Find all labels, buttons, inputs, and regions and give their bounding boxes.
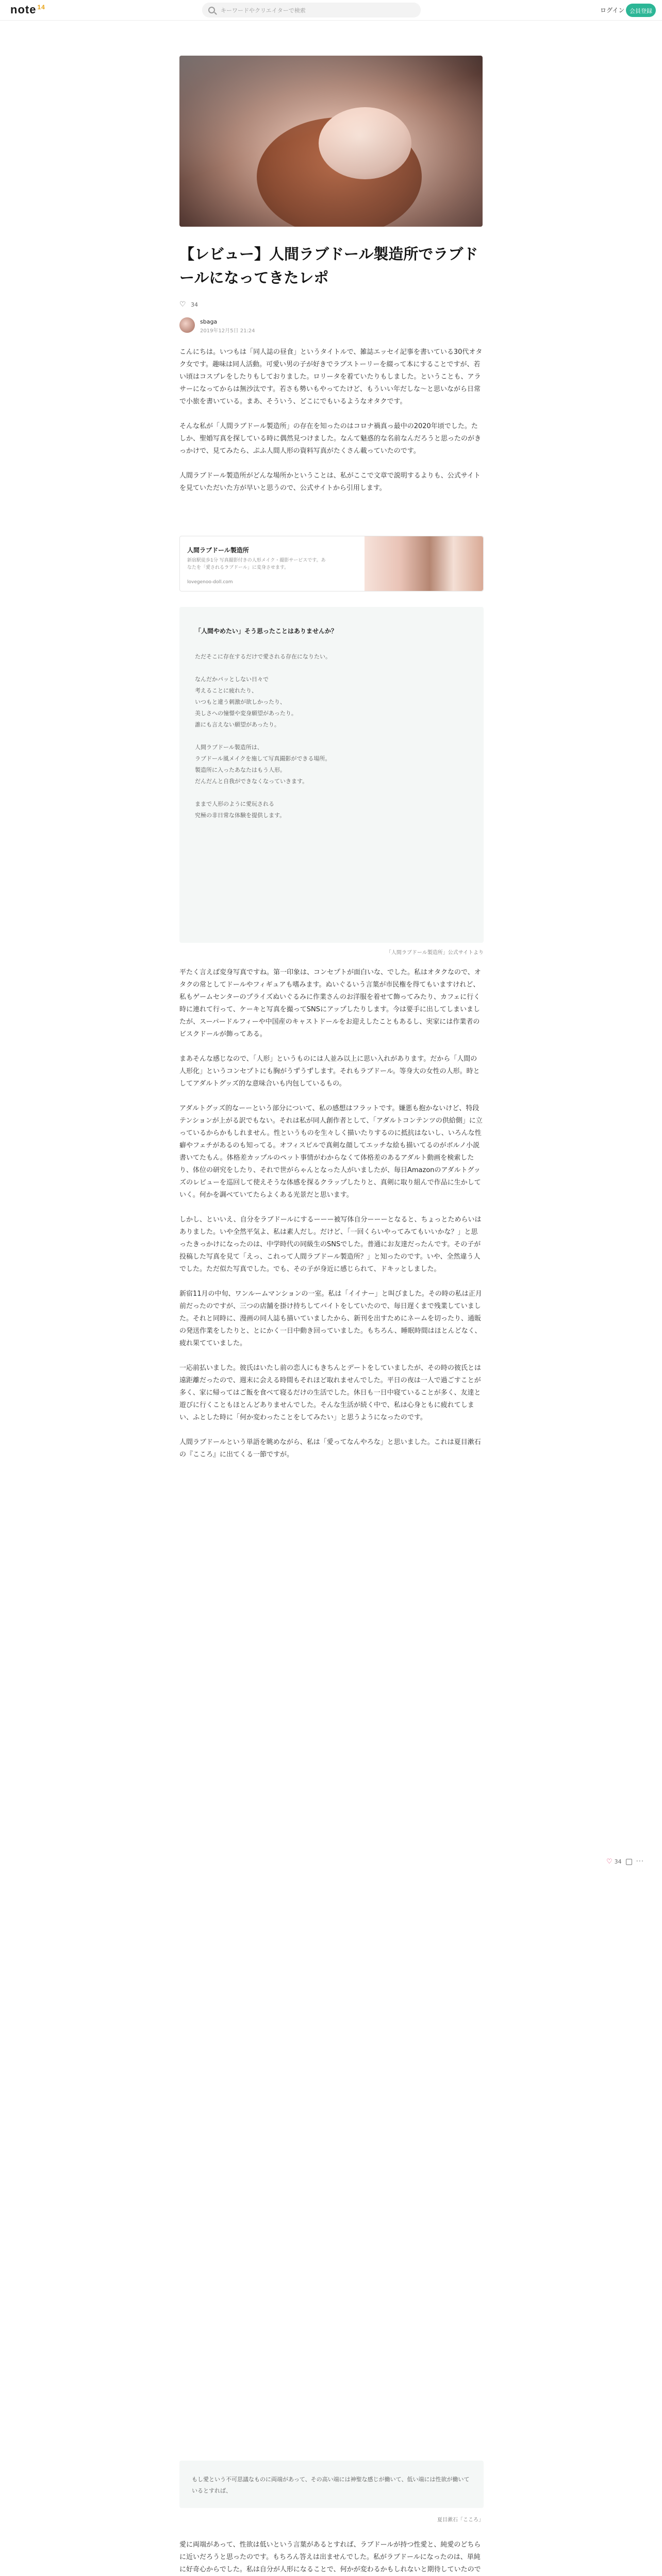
link-card[interactable]: [179, 536, 484, 591]
logo-suffix: 14: [37, 3, 45, 11]
quote-line: 考えることに疲れたり、: [195, 687, 257, 694]
site-header: [0, 0, 662, 21]
paragraph: 平たく言えば変身写真ですね。第一印象は、コンセプトが面白いな、でした。私はオタクなので、オタクの常としてドールやフィギュアも嗜みます。ぬいぐるいう言葉が市民権を得てもいますけれど、私もゲームセンターのプライズぬいぐるみに作業さんのお洋服を着せて飾ってみたり、カフェに行く時に連れて行って、ケーキと写真を撮ってSNSにアップしたりします。今は要手に出してしまいましたが、スーパードルフィーや中国産のキャストドールをお迎えしたこともあるし、実家には作業者のビスクドールが飾ってある。: [179, 969, 481, 1038]
paragraph: 愛に両端があって、性欲は低いという言葉があるとすれば、ラブドールが持つ性愛と、純愛のどちらに近いだろうと思ったのです。もちろん答えは出ませんでした。私がラブドールになったのは、単純に好奇心からでした。私は自分が人形になることで、何かが変わるかもしれないと期待していたので: [179, 2541, 481, 2573]
paragraph: 人間ラブドールという単語を眺めながら、私は「愛ってなんやろな」と思いました。これは夏目漱石の『こころ』に出てくる一節ですが。: [179, 1438, 481, 1459]
blockquote-2-text: もし愛という不可思議なものに両端があって、その高い端には神聖な感じが働いて、低い端には性欲が働いているとすれば、: [192, 2476, 470, 2494]
paragraph: まあそんな感じなので、「人形」というものには人並み以上に思い入れがあります。だから「人間の人形化」というコンセプトにも胸がうずうずします。それもラブドール。等身大の女性の人形。時としてアダルトグッズ的な意味合いも内包しているもの。: [179, 1055, 480, 1088]
blockquote: [179, 607, 484, 943]
note-logo[interactable]: [10, 3, 45, 16]
blockquote-caption: 「人間ラブドール製造所」公式サイトより: [386, 950, 484, 956]
paragraph: しかし、といいえ、自分をラブドールにするーーー被写体自分ーーーとなると、ちょっとためらいはありました。いや全然平気よ、私は素人だし。だけど、「一回くらいやってみてもいいかな？」と思ったきっかけになったのは、中学時代の同級生のSNSでした。普通にお友達だったんです。その子が投稿した写真を見て「えっ、これって人間ラブドール製造所？」と知ったのです。いや、全然違う人でした。ただ似た写真でした。でも、その子が身近に感じられて、ドキッとしました。: [179, 1216, 482, 1273]
logo-text: note: [10, 3, 37, 16]
paragraph: 一応前払いました。彼氏はいたし前の恋人にもきちんとデートをしていましたが、その時の彼氏とは遠距離だったので、週末に会える時間もそれほど取れませんでした。平日の夜は一人で過ごすことが多く、家に帰ってはご飯を食べて寝るだけの生活でした。休日も一日中寝ていることが多く、友達と遊びに行くこともほとんどありませんでした。そんな生活が続く中で、私は心身ともに疲れてしまい、ふとした時に「何か変わったことをしてみたい」と思うようになったのです。: [179, 1364, 482, 1421]
heart-icon[interactable]: ♡: [179, 300, 186, 309]
paragraph: 人間ラブドール製造所がどんな場所かということは、私がここで文章で説明するよりも、公式サイトを見ていただいた方が早いと思うので、公式サイトから引用します。: [179, 472, 481, 492]
paragraph: そんな私が「人間ラブドール製造所」の存在を知ったのはコロナ禍真っ最中の2020年頃でした。たしか、聖婚写真を探している時に偶然見つけました。なんて魅惑的な名前なんだろうと思ったのがきっかけで、見てみたら、ぷふ人間人形の資料写真がたくさん載っていたのです。: [179, 422, 482, 455]
quote-line: いつもと違う刺激が欲しかったり、: [195, 699, 286, 705]
hero-veil-overlay: [179, 56, 483, 227]
bookmark-icon[interactable]: [626, 1859, 632, 1865]
quote-line: ラブドール風メイクを施して写真撮影ができる場所。: [195, 755, 331, 762]
login-link[interactable]: ログイン: [600, 7, 625, 14]
author-name[interactable]: sbaga: [200, 318, 218, 325]
quote-line: 究極の非日常な体験を提供します。: [195, 812, 286, 819]
article-body-section-2: [179, 967, 484, 1461]
floating-heart-icon[interactable]: ♡: [606, 1858, 613, 1866]
quote-line: [195, 663, 468, 674]
quote-line: なんだかパッとしない日々で: [195, 676, 269, 683]
blockquote-2-caption: 夏目漱石「こころ」: [437, 2517, 484, 2523]
publish-date: 2019年12月5日 21:24: [200, 328, 255, 334]
quote-line: 製造所に入ったあなたはもう人形。: [195, 767, 286, 773]
search-icon: [208, 7, 215, 13]
like-row: [179, 301, 198, 311]
signup-button[interactable]: 会員登録: [626, 4, 656, 17]
quote-line: 誰にも言えない願望があったり。: [195, 721, 280, 728]
hero-image: [179, 56, 483, 227]
blockquote-2: [179, 2461, 484, 2508]
quote-line: [195, 731, 468, 742]
paragraph: アダルトグッズ的なーーという部分について、私の感想はフラットです。嫌悪も抱かないけど、特段テンションが上がる訳でもない。それは私が同人創作者として、「アダルトコンテンツの供給側」に立っているからかもしれません。性というものを生々しく描いたりするのに抵抗はないし、いろんな性癖やフェチがあるのも知ってる。オフィスピルで真剣な顔してエッチな絵も描いてるのがボルノ小説書いてたもん。体格差カップルのペット事情がわからなくて体格差のあるアダルト動画を検索したり、体位の研究をしたり、それで世がらゃんとなった人がいましたが、毎日Amazonのアダルトグッズのレビューを巡回して使えそうな体感を探るクラップしたりと、真剣に取り組んで作品に生かしていく。何かを調べていてたらよくある光景だと思います。: [179, 1105, 483, 1199]
floating-like-count: 34: [614, 1858, 622, 1865]
floating-actions: [606, 1858, 644, 1868]
blockquote-lines: [195, 651, 468, 821]
article-body-section-1: [179, 346, 484, 507]
link-card-thumbnail: [365, 536, 483, 591]
paragraph: 新宿11月の中旬、ワンルームマンションの一室。私は「イイナー」と叫びました。その時の私は正月前だったのですが、三つの店舗を掛け持ちしてバイトをしていたので、毎日遅くまで残業していました。それと同時に、漫画の同人誌も描いていましたから、新刊を出すためにネームを切ったり、通販の発送作業をしたりと、とにかく一日中動き回っていました。もちろん、睡眠時間はほとんどなく、疲れ果てていました。: [179, 1290, 482, 1347]
link-card-title: 人間ラブドール製造所: [187, 547, 249, 554]
article-body-section-3: [179, 2539, 484, 2576]
quote-line: 人間ラブドール製造所は、: [195, 744, 263, 751]
quote-line: [195, 787, 468, 799]
paragraph: こんにちは。いつもは「同人誌の昼食」というタイトルで、雑誌エッセイ記事を書いている30代オタク女です。趣味は同人活動。可愛い男の子が好きでラブストーリーを綴って本にすることですが、若い頃はコスプレをしたりもしておりました。ロリータを着ていたりもしました。ということも、アラサーになってからは無沙汰です。若さも勢いもやってたけど、もういい年だしな〜と思いながら日常で小旅を書いている。まあ、そういう、どこにでもいるようなオタクです。: [179, 348, 483, 405]
link-card-domain: lovegenoo-doll.com: [187, 580, 233, 585]
search-input[interactable]: [202, 3, 421, 18]
article-title: 【レビュー】人間ラブドール製造所でラブドールになってきたレポ: [179, 245, 478, 286]
search-placeholder: キーワードやクリエイターで検索: [221, 7, 306, 14]
quote-line: ただそこに存在するだけで愛される存在になりたい。: [195, 653, 331, 660]
link-card-description: 新宿駅徒歩1分 写真撮影付きの人形メイク・撮影サービスです。あなたを「愛されるラブドール」に変身させます。: [187, 558, 326, 570]
avatar[interactable]: [179, 317, 195, 333]
quote-line: だんだんと自我ができなくなっていきます。: [195, 778, 308, 785]
like-count: 34: [191, 301, 198, 308]
quote-line: 美しさへの憧憬や変身願望があったり。: [195, 710, 297, 717]
more-options-icon[interactable]: ···: [636, 1858, 644, 1866]
blockquote-heading: 「人間やめたい」そう思ったことはありませんか？: [195, 628, 338, 635]
quote-line: ままで人形のように愛玩される: [195, 801, 274, 807]
